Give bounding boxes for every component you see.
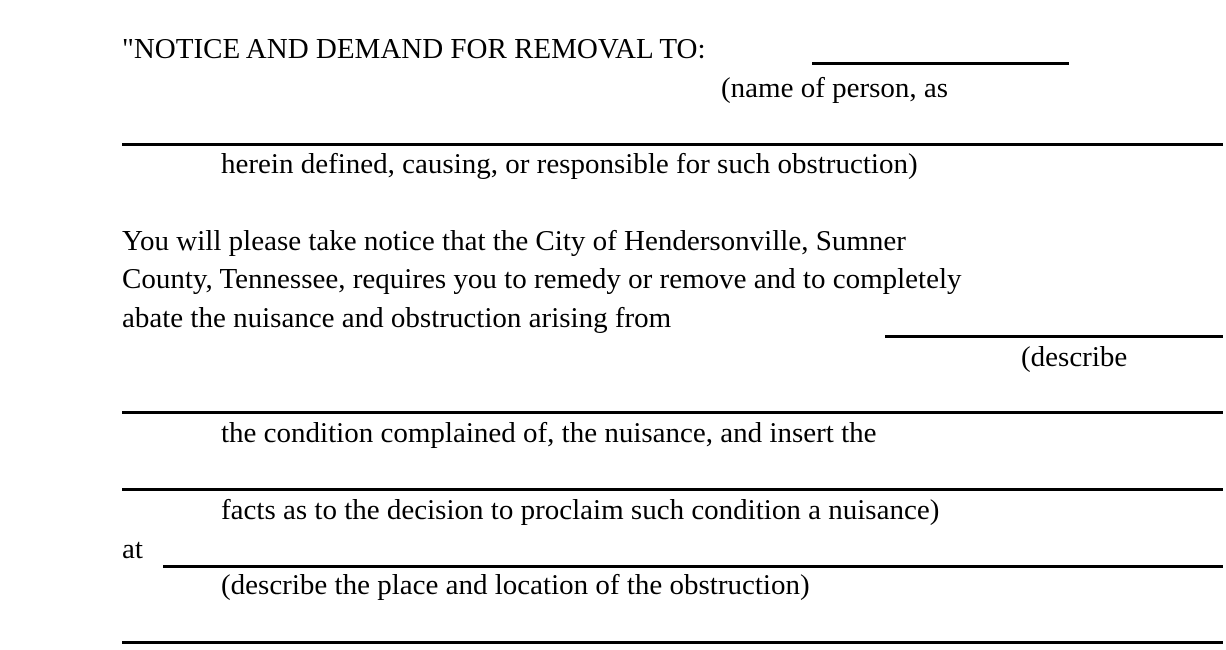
location-blank [163,565,1223,568]
location-hint: (describe the place and location of the obstruction) [221,569,810,601]
at-label: at [122,533,143,565]
notice-body-line-3: abate the nuisance and obstruction arising from [122,302,672,334]
recipient-name-blank-2 [122,143,1223,146]
describe-hint-line-2: the condition complained of, the nuisance, and insert the [221,417,877,449]
notice-body-line-1: You will please take notice that the City of Hendersonville, Sumner [122,225,906,257]
notice-heading: "NOTICE AND DEMAND FOR REMOVAL TO: [122,33,706,65]
recipient-name-blank [812,62,1069,65]
condition-blank-3 [122,488,1223,491]
location-blank-2 [122,641,1223,644]
describe-hint-line-3: facts as to the decision to proclaim such condition a nuisance) [221,494,940,526]
describe-hint-line-1: (describe [1021,341,1128,373]
name-hint-line-1: (name of person, as [721,72,949,104]
condition-blank [885,335,1223,338]
notice-body-line-2: County, Tennessee, requires you to remedy or remove and to completely [122,263,962,295]
name-hint-line-2: herein defined, causing, or responsible for such obstruction) [221,148,918,180]
condition-blank-2 [122,411,1223,414]
